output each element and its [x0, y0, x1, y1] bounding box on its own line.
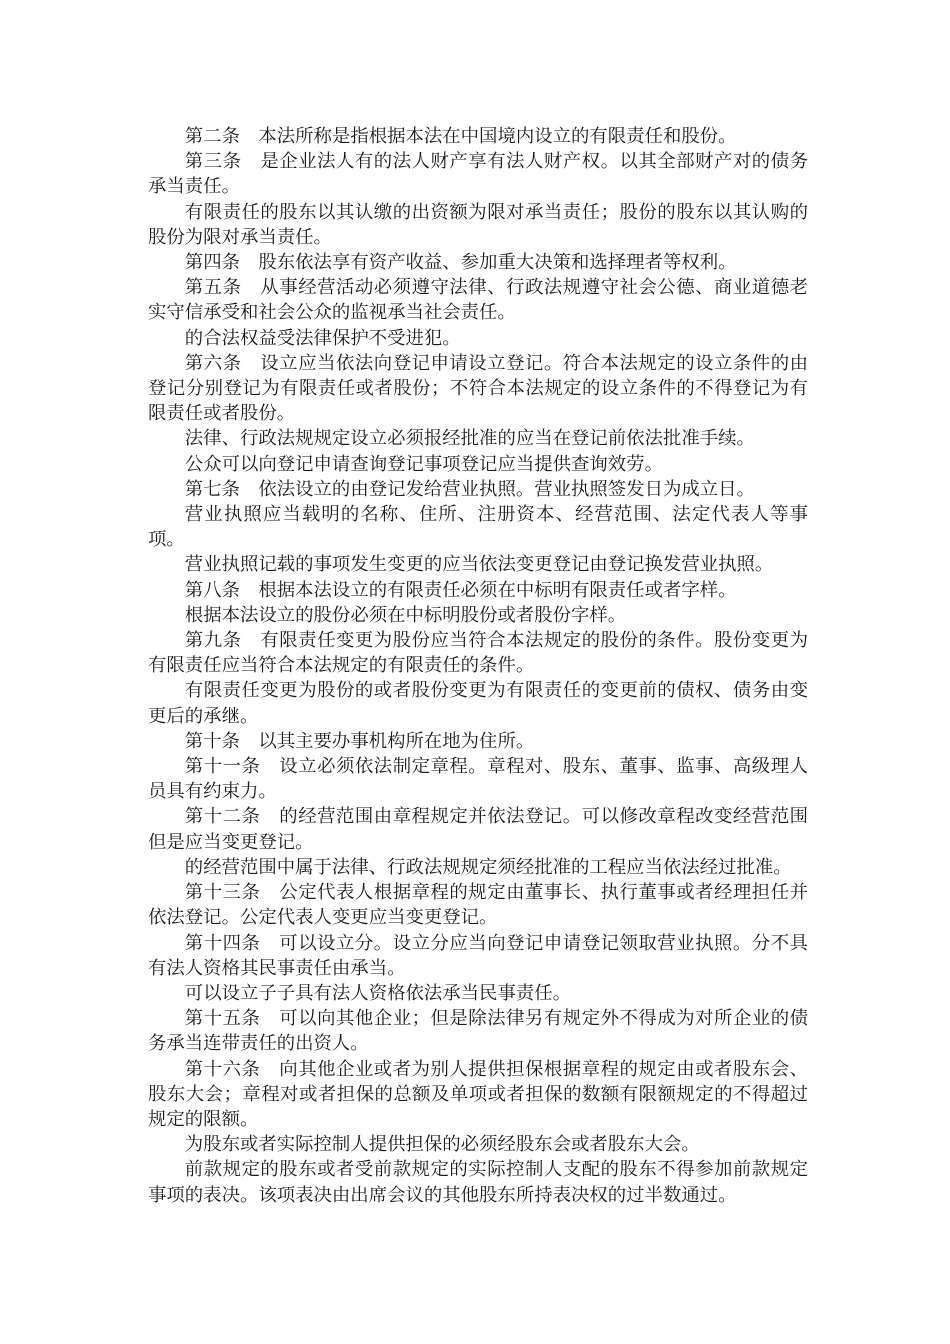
paragraph: 第十二条 的经营范围由章程规定并依法登记。可以修改章程改变经营范围但是应当变更登记。: [148, 806, 808, 853]
paragraph: 第十一条 设立必须依法制定章程。章程对、股东、董事、监事、高级理人员具有约束力。: [148, 756, 808, 803]
paragraph: 营业执照记载的事项发生变更的应当依法变更登记由登记换发营业执照。: [184, 554, 774, 576]
paragraph: 前款规定的股东或者受前款规定的实际控制人支配的股东不得参加前款规定事项的表决。该项表决由出席会议的其他股东所持表决权的过半数通过。: [148, 1159, 808, 1206]
paragraph: 第二条 本法所称是指根据本法在中国境内设立的有限责任和股份。: [184, 126, 737, 147]
paragraph: 营业执照应当载明的名称、住所、注册资本、经营范围、法定代表人等事项。: [148, 504, 808, 551]
paragraph: 的合法权益受法律保护不受进犯。: [184, 327, 461, 349]
paragraph: 第十六条 向其他企业或者为别人提供担保根据章程的规定由或者股东会、股东大会；章程对或者担保的总额及单项或者担保的数额有限额规定的不得超过规定的限额。: [148, 1058, 808, 1130]
document-body: [148, 124, 808, 1208]
paragraph: 有限责任变更为股份的或者股份变更为有限责任的变更前的债权、债务由变更后的承继。: [148, 680, 808, 727]
paragraph: 第六条 设立应当依法向登记申请设立登记。符合本法规定的设立条件的由登记分别登记为有限责任或者股份；不符合本法规定的设立条件的不得登记为有限责任或者股份。: [148, 352, 808, 425]
paragraph: 第十四条 可以设立分。设立分应当向登记申请登记领取营业执照。分不具有法人资格其民事责任由承当。: [148, 932, 808, 979]
paragraph: 公众可以向登记申请查询登记事项登记应当提供查询效劳。: [184, 453, 663, 475]
paragraph: 第九条 有限责任变更为股份应当符合本法规定的股份的条件。股份变更为有限责任应当符合本法规定的有限责任的条件。: [148, 630, 808, 677]
paragraph: 可以设立子子具有法人资格依法承当民事责任。: [184, 982, 572, 1004]
paragraph: 第八条 根据本法设立的有限责任必须在中标明有限责任或者字样。: [184, 579, 737, 601]
paragraph: 第四条 股东依法享有资产收益、参加重大决策和选择理者等权利。: [184, 252, 737, 274]
paragraph: 第五条 从事经营活动必须遵守法律、行政法规遵守社会公德、商业道德老实守信承受和社会公众的监视承当社会责任。: [148, 277, 808, 324]
paragraph: 第三条 是企业法人有的法人财产享有法人财产权。以其全部财产对的债务承当责任。: [148, 151, 808, 198]
paragraph: 为股东或者实际控制人提供担保的必须经股东会或者股东大会。: [184, 1134, 700, 1156]
paragraph: 法律、行政法规规定设立必须报经批准的应当在登记前依法批准手续。: [184, 428, 755, 450]
paragraph: 第七条 依法设立的由登记发给营业执照。营业执照签发日为成立日。: [184, 478, 755, 500]
paragraph: 有限责任的股东以其认缴的出资额为限对承当责任；股份的股东以其认购的股份为限对承当责任。: [148, 201, 808, 248]
paragraph: 第十五条 可以向其他企业；但是除法律另有规定外不得成为对所企业的债务承当连带责任的出资人。: [148, 1008, 808, 1055]
paragraph: 的经营范围中属于法律、行政法规规定须经批准的工程应当依法经过批准。: [184, 856, 792, 878]
paragraph: 根据本法设立的股份必须在中标明股份或者股份字样。: [184, 604, 627, 626]
paragraph: 第十条 以其主要办事机构所在地为住所。: [184, 730, 535, 752]
paragraph: 第十三条 公定代表人根据章程的规定由董事长、执行董事或者经理担任并依法登记。公定代表人变更应当变更登记。: [148, 882, 808, 929]
